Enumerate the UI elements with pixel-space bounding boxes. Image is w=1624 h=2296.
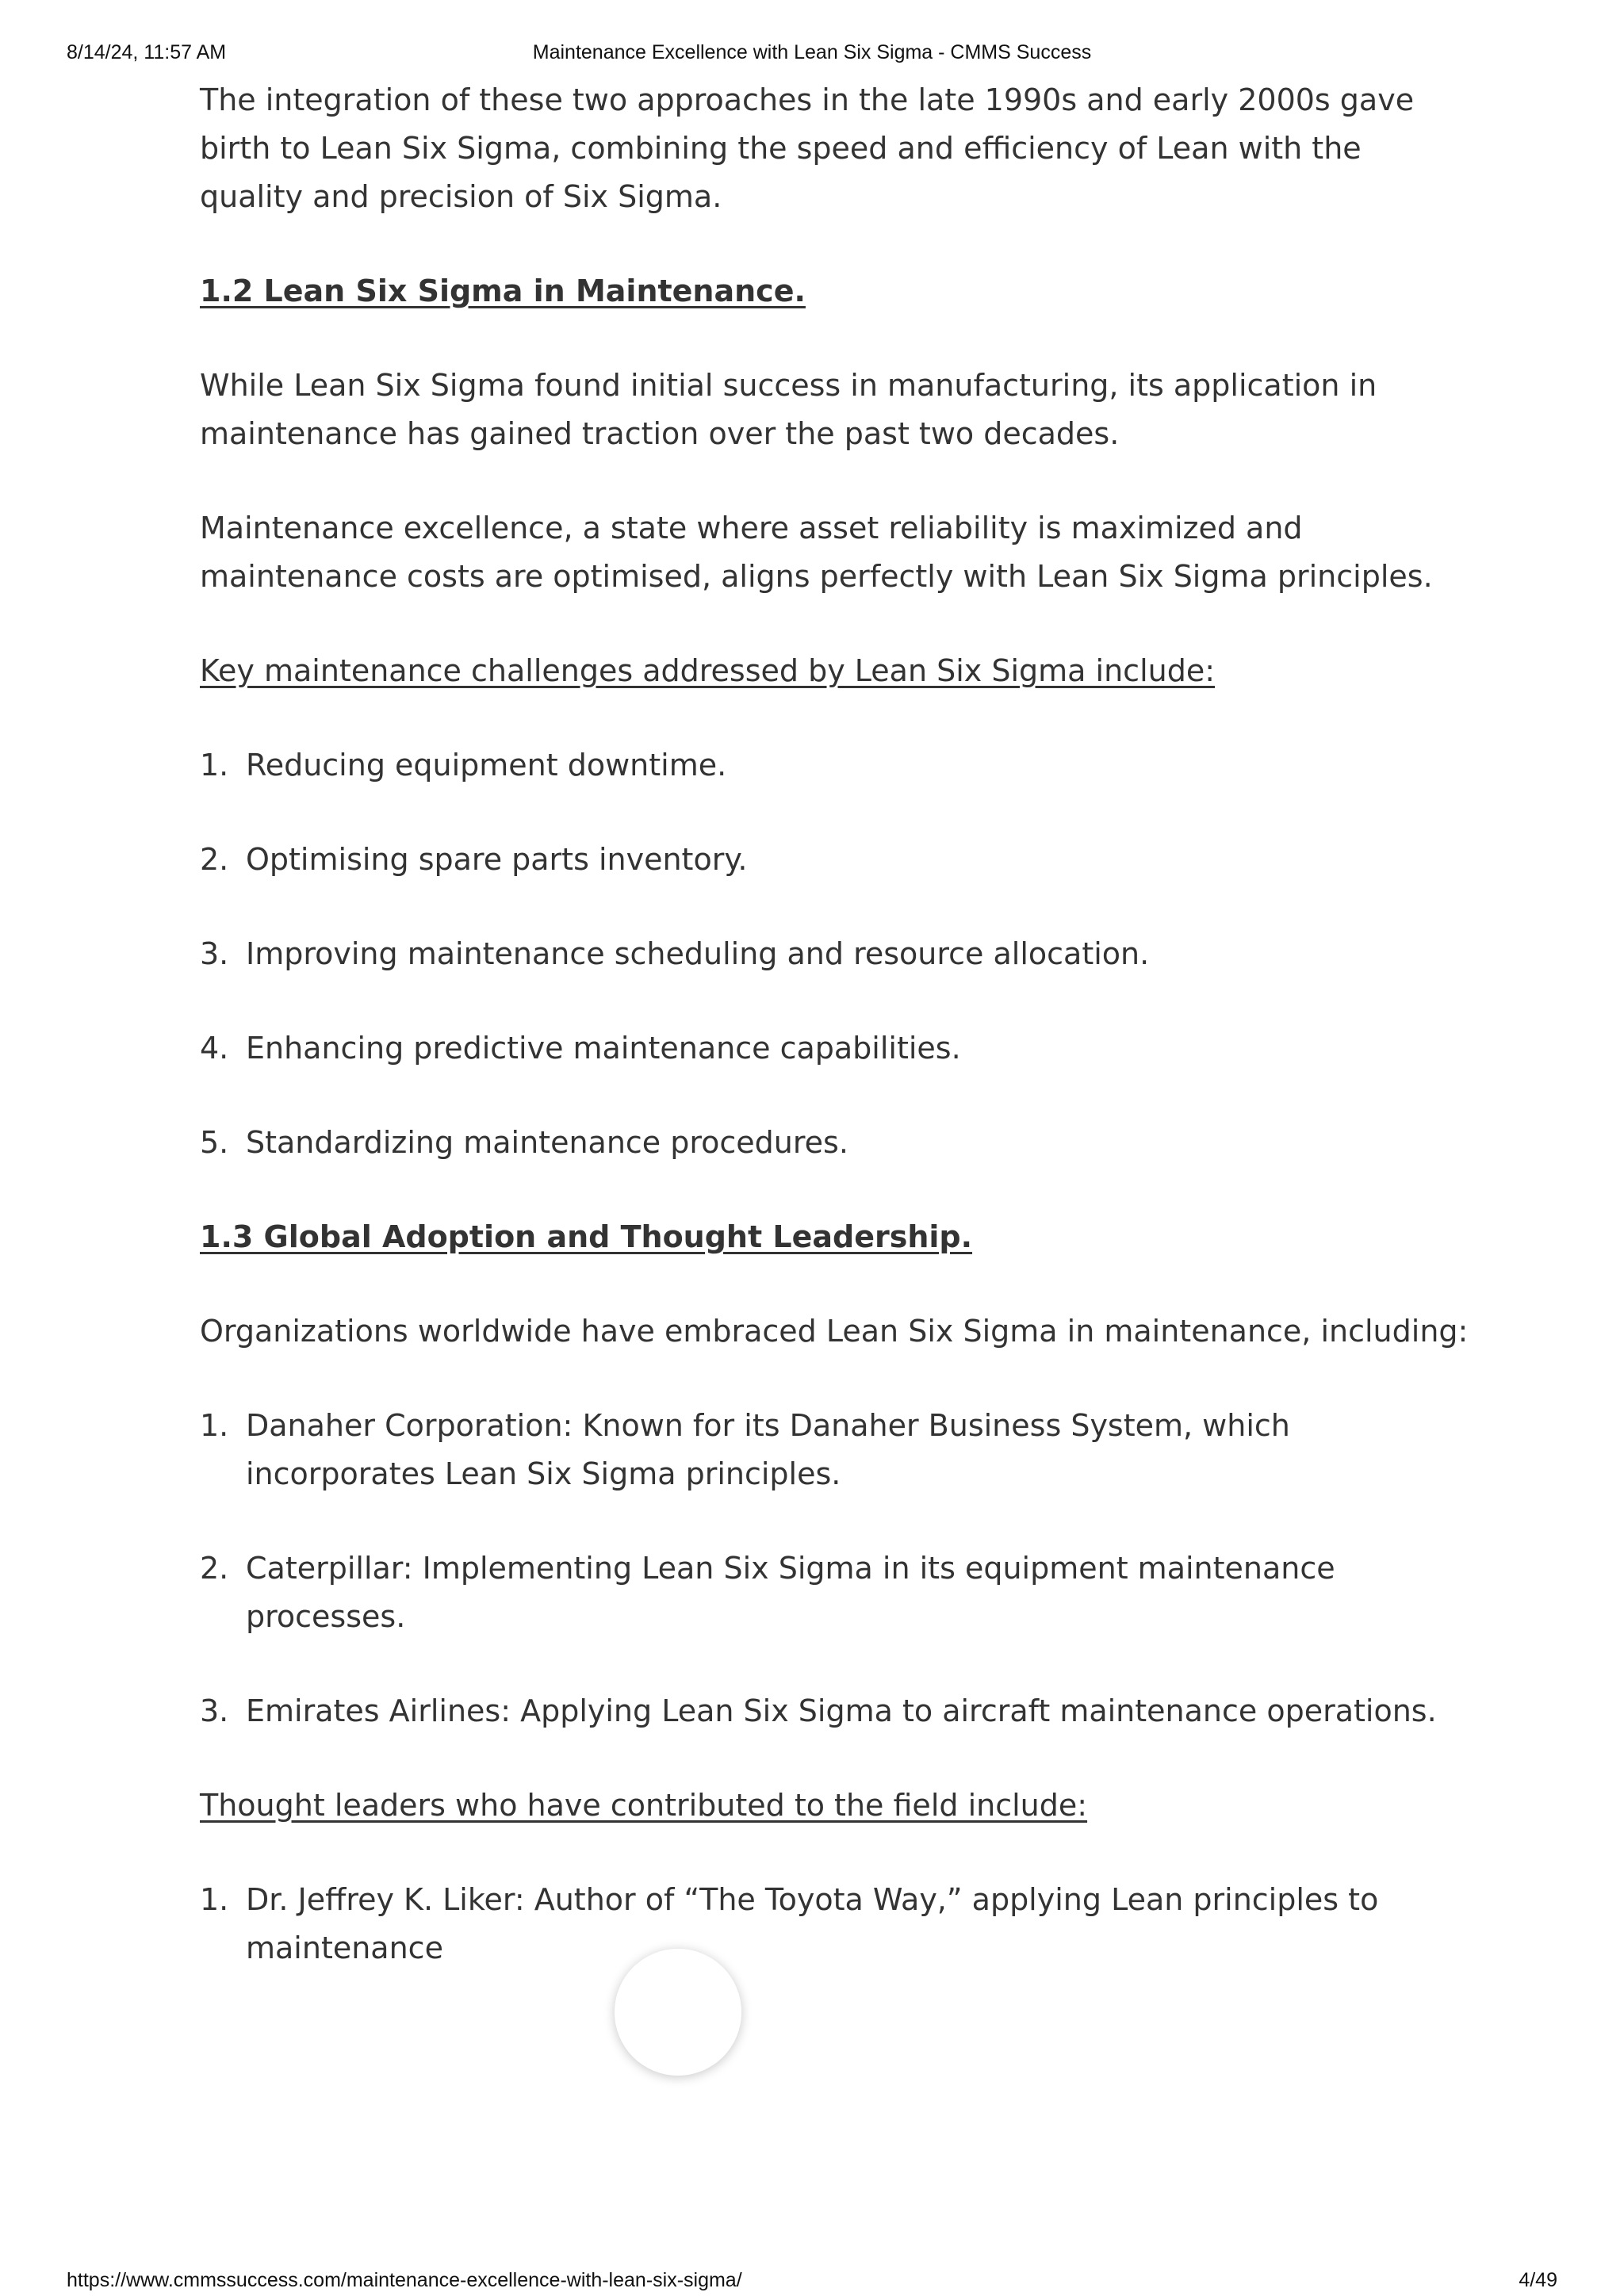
- list-item-number: 5.: [200, 1125, 229, 1160]
- organizations-list: [200, 1402, 1469, 1735]
- list-item: [200, 1544, 1469, 1641]
- challenges-list: [200, 741, 1469, 1167]
- print-page-url: https://www.cmmssuccess.com/maintenance-excellence-with-lean-six-sigma/: [67, 2269, 742, 2291]
- print-datetime: 8/14/24, 11:57 AM: [67, 41, 227, 63]
- list-item-number: 3.: [200, 1693, 229, 1728]
- list-item-number: 2.: [200, 1551, 229, 1586]
- list-item-number: 3.: [200, 936, 229, 971]
- list-item: [200, 1402, 1469, 1498]
- list-item-text: Standardizing maintenance procedures.: [246, 1125, 848, 1160]
- intro-paragraph: The integration of these two approaches in the late 1990s and early 2000s gave birth to Lean Six Sigma, combining the speed and efficiency of Lean with the quality and precision of Six Sigma.: [200, 82, 1415, 214]
- list-item: [200, 930, 1469, 978]
- list-item-number: 4.: [200, 1031, 229, 1066]
- print-header: [67, 41, 1557, 68]
- list-item-number: 2.: [200, 842, 229, 877]
- section-heading-1-3: 1.3 Global Adoption and Thought Leadership.: [200, 1219, 973, 1254]
- list-item-number: 1.: [200, 1408, 229, 1443]
- list-item-text: Reducing equipment downtime.: [246, 748, 727, 783]
- list-item: [200, 1876, 1469, 1973]
- list-item-text: Optimising spare parts inventory.: [246, 842, 748, 877]
- list-item: [200, 836, 1469, 884]
- list-item-text: Danaher Corporation: Known for its Danaher Business System, which incorporates Lean Six Sigma principles.: [246, 1408, 1290, 1491]
- section-1-2-paragraph-1: While Lean Six Sigma found initial success in manufacturing, its application in maintenance has gained traction over the past two decades.: [200, 368, 1377, 451]
- list-item-text: Caterpillar: Implementing Lean Six Sigma in its equipment maintenance processes.: [246, 1551, 1335, 1634]
- list-item-text: Enhancing predictive maintenance capabilities.: [246, 1031, 961, 1066]
- list-item: [200, 1687, 1469, 1735]
- section-1-3-paragraph-1: Organizations worldwide have embraced Lean Six Sigma in maintenance, including:: [200, 1314, 1469, 1349]
- print-page-number: 4/49: [1519, 2269, 1557, 2291]
- list-item-text: Emirates Airlines: Applying Lean Six Sigma to aircraft maintenance operations.: [246, 1693, 1437, 1728]
- list-item-text: Dr. Jeffrey K. Liker: Author of “The Toyota Way,” applying Lean principles to maintenance: [246, 1882, 1379, 1965]
- challenges-subheading: Key maintenance challenges addressed by Lean Six Sigma include:: [200, 653, 1216, 688]
- thought-leaders-list: [200, 1876, 1469, 1973]
- thought-leaders-subheading: Thought leaders who have contributed to the field include:: [200, 1788, 1088, 1823]
- section-1-2-paragraph-2: Maintenance excellence, a state where asset reliability is maximized and maintenance costs are optimised, aligns perfectly with Lean Six Sigma principles.: [200, 511, 1433, 594]
- print-page-title: Maintenance Excellence with Lean Six Sigma - CMMS Success: [532, 41, 1092, 63]
- loading-spinner-icon: [615, 1949, 741, 2076]
- list-item: [200, 741, 1469, 790]
- article-body: [200, 76, 1469, 2019]
- list-item-number: 1.: [200, 748, 229, 783]
- list-item: [200, 1119, 1469, 1167]
- list-item-number: 1.: [200, 1882, 229, 1917]
- list-item-text: Improving maintenance scheduling and resource allocation.: [246, 936, 1150, 971]
- print-footer: [67, 2269, 1557, 2296]
- list-item: [200, 1024, 1469, 1073]
- section-heading-1-2: 1.2 Lean Six Sigma in Maintenance.: [200, 274, 806, 308]
